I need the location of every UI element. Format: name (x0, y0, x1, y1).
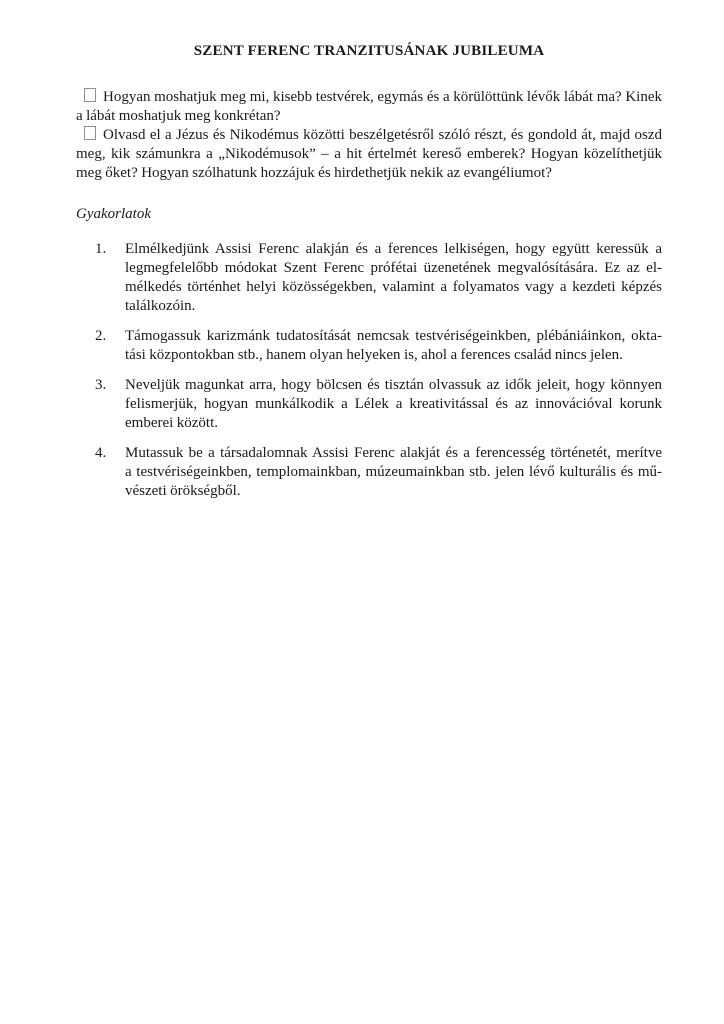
text-line: Támogassuk karizmánk tudatosítását nemcsak testvériségeinkben, plébániáinkon, okta- (125, 328, 662, 344)
paragraph-line (76, 126, 662, 145)
text-line: Neveljük magunkat arra, hogy bölcsen és tisztán olvassuk az idők jeleit, hogy könnyen (125, 377, 662, 393)
list-item-number: 3. (95, 377, 107, 393)
empty-checkbox-icon (84, 126, 96, 140)
numbered-list (76, 240, 662, 501)
list-item (76, 376, 662, 433)
list-item-number: 2. (95, 328, 107, 344)
text-line: találkozóin. (125, 298, 196, 314)
empty-checkbox-icon (84, 88, 96, 102)
text-line: legmegfelelőbb módokat Szent Ferenc prófétai üzenetének megvalósítására. Ez az el- (125, 260, 662, 276)
list-item-text (125, 444, 662, 501)
page-title: SZENT FERENC TRANZITUSÁNAK JUBILEUMA (193, 43, 545, 59)
paragraph-text: Hogyan moshatjuk meg mi, kisebb testvérek, egymás és a körülöttünk lévők lábát ma? Kinek (103, 89, 662, 105)
text-line: mélkedés történhet helyi közösségekben, valamint a folyamatos vagy a kezdeti képzés (125, 279, 662, 295)
section-heading: Gyakorlatok (76, 206, 151, 222)
list-item-text (125, 240, 662, 316)
intro-paragraph (76, 126, 662, 183)
document-content (0, 0, 724, 501)
paragraph-line: a lábát moshatjuk meg konkrétan? (76, 108, 281, 124)
text-line: a testvériségeinkben, templomainkban, múzeumainkban stb. jelen lévő kulturális és mű- (125, 464, 662, 480)
list-item-number: 1. (95, 241, 107, 257)
list-item-number: 4. (95, 445, 107, 461)
text-line: Elmélkedjünk Assisi Ferenc alakján és a ferences lelkiségen, hogy együtt keressük a (125, 241, 662, 257)
list-item-text (125, 327, 662, 365)
text-line: Mutassuk be a társadalomnak Assisi Ferenc alakját és a ferencesség történetét, merítve (125, 445, 662, 461)
text-line: felismerjük, hogyan munkálkodik a Lélek a kreativitással és az innovációval korunk (125, 396, 662, 412)
intro-paragraph (76, 88, 662, 126)
text-line: emberei között. (125, 415, 218, 431)
paragraph-line: meg őket? Hogyan szólhatunk hozzájuk és hirdethetjük nekik az evangéliumot? (76, 165, 552, 181)
paragraph-line (76, 88, 662, 107)
text-line: vészeti örökségből. (125, 483, 241, 499)
paragraph-text: Olvasd el a Jézus és Nikodémus közötti beszélgetésről szóló részt, és gondold át, majd oszd (103, 127, 662, 143)
text-line: tási központokban stb., hanem olyan helyeken is, ahol a ferences család nincs jelen. (125, 347, 623, 363)
list-item (76, 444, 662, 501)
list-item (76, 240, 662, 316)
list-item (76, 327, 662, 365)
list-item-text (125, 376, 662, 433)
paragraph-line: meg, kik számunkra a „Nikodémusok” – a hit értelmét kereső emberek? Hogyan közelíthetjük (76, 146, 662, 162)
